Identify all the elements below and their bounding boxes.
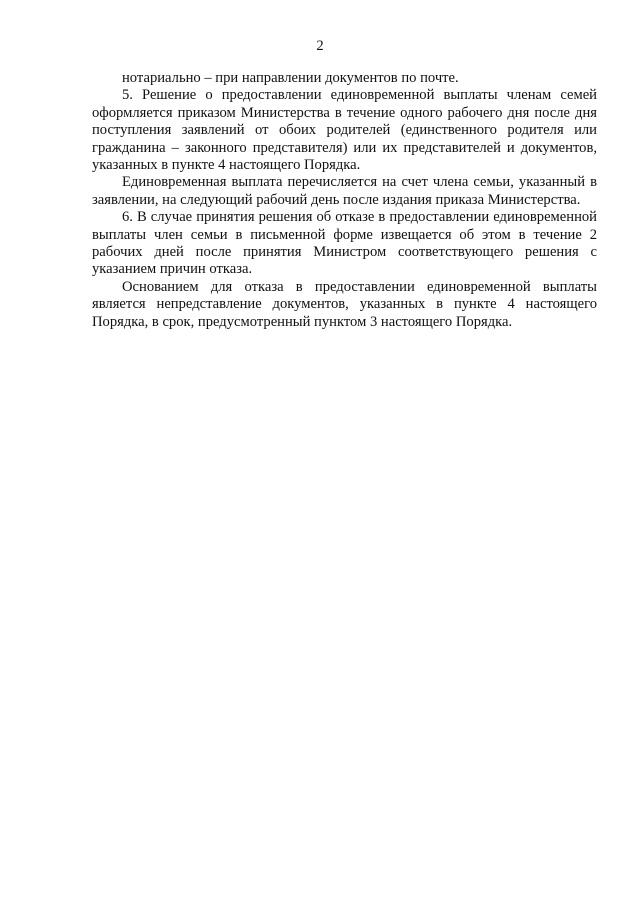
paragraph-item-6: 6. В случае принятия решения об отказе в предоставлении единовременной выплаты член семьи в письменной форме извещается об этом в течение 2 рабочих дней после принятия Министром соответствующего решения с указанием причин отказа. [92,209,597,278]
paragraph-continuation: нотариально – при направлении документов по почте. [122,70,459,86]
page-number: 2 [316,38,324,54]
paragraph-item-5: 5. Решение о предоставлении единовременной выплаты членам семей оформляется приказом Министерства в течение одного рабочего дня после дня поступления заявлений от обоих родителей (единственного родителя или гражданина – законного представителя) или их представителей и документов, указанных в пункте 4 настоящего Порядка. [92,87,597,174]
paragraph-refusal-grounds: Основанием для отказа в предоставлении единовременной выплаты является непредставление документов, указанных в пункте 4 настоящего Порядка, в срок, предусмотренный пунктом 3 настоящего Порядка. [92,278,597,330]
paragraph-payment-transfer: Единовременная выплата перечисляется на счет члена семьи, указанный в заявлении, на следующий рабочий день после издания приказа Министерства. [92,174,597,208]
document-body [92,70,597,331]
